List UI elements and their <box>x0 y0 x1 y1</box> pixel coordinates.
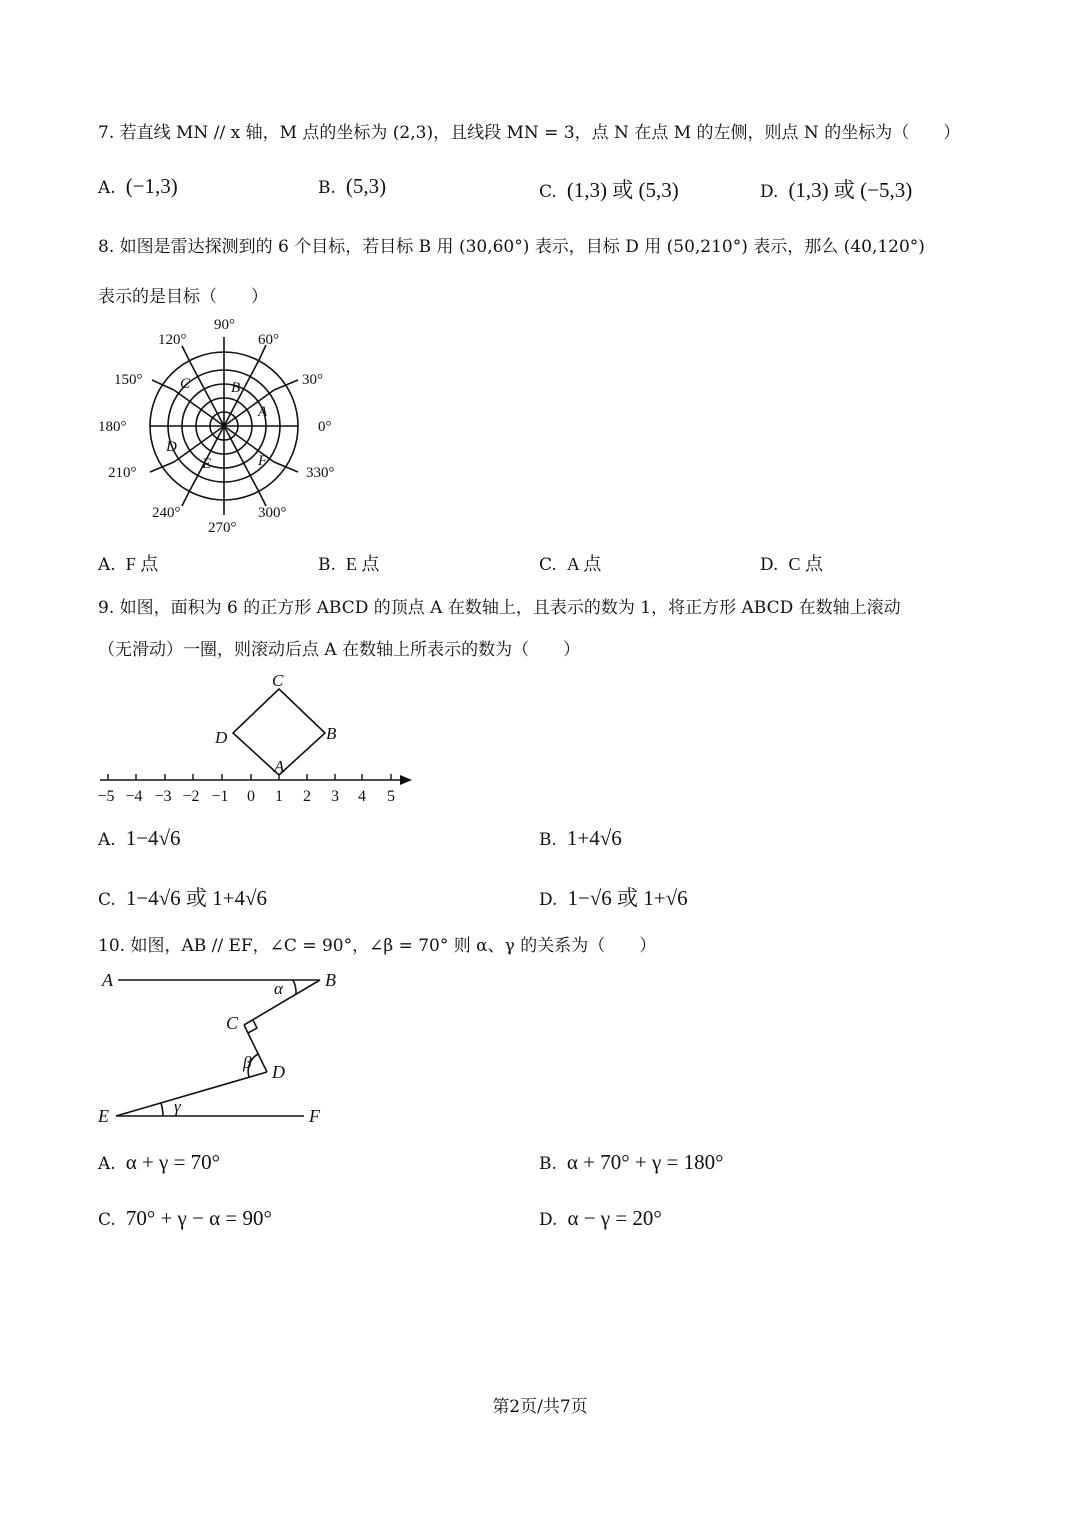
angle-label-60: 60° <box>258 332 279 348</box>
vertex-label-c: C <box>272 671 284 690</box>
tick-label: −2 <box>182 788 200 805</box>
tick-label: 4 <box>358 788 366 805</box>
angle-label-beta: β <box>243 1053 252 1072</box>
point-label-b: B <box>325 970 336 990</box>
question-8-line-2: 表示的是目标（ ） <box>98 287 268 307</box>
question-7-text: 7. 若直线 MN // x 轴，M 点的坐标为 (2,3)，且线段 MN = 3，点 N 在点 M 的左侧，则点 N 的坐标为（ ） <box>98 123 961 143</box>
option-label: B. <box>318 555 336 575</box>
tick-label: −1 <box>211 788 229 805</box>
angle-label-gamma: γ <box>174 1097 181 1116</box>
option-value: A 点 <box>566 554 602 574</box>
q7-option-c[interactable] <box>539 174 679 204</box>
q9-option-b[interactable] <box>539 826 622 851</box>
q7-option-b[interactable] <box>318 174 386 199</box>
point-label-c: C <box>226 1013 239 1033</box>
vertex-label-a: A <box>274 757 285 776</box>
point-label-d: D <box>166 439 177 455</box>
angle-label-90: 90° <box>214 317 235 333</box>
option-label: D. <box>760 182 779 202</box>
point-label-c: C <box>180 376 191 392</box>
option-label: A. <box>98 1154 116 1174</box>
option-label: B. <box>539 830 557 850</box>
option-value: (1,3) 或 (5,3) <box>566 178 679 202</box>
angle-label-30: 30° <box>302 372 323 388</box>
point-label-b: B <box>231 380 241 396</box>
option-label: D. <box>539 890 558 910</box>
point-label-a: A <box>258 404 268 420</box>
option-label: D. <box>539 1210 558 1230</box>
page-number: 第2页/共7页 <box>492 1397 588 1417</box>
q9-option-d[interactable] <box>539 882 688 912</box>
point-label-e: E <box>98 1106 109 1126</box>
option-value: α − γ = 20° <box>567 1206 662 1230</box>
option-value: α + γ = 70° <box>125 1150 221 1174</box>
q10-option-c[interactable] <box>98 1206 272 1231</box>
option-value: 1−4√6 <box>125 826 181 850</box>
option-label: C. <box>98 1210 116 1230</box>
option-value: (5,3) <box>345 174 387 198</box>
option-label: B. <box>318 178 336 198</box>
option-value: α + 70° + γ = 180° <box>566 1150 724 1174</box>
q10-option-d[interactable] <box>539 1206 662 1231</box>
point-label-a: A <box>102 970 113 990</box>
q8-option-b[interactable] <box>318 550 379 576</box>
point-label-f: F <box>309 1106 320 1126</box>
option-value: 1−√6 或 1+√6 <box>567 886 688 910</box>
question-10-text: 10. 如图，AB // EF，∠C = 90°，∠β = 70° 则 α、γ 的关系为（ ） <box>98 936 657 956</box>
point-label-d: D <box>272 1062 285 1082</box>
q8-option-c[interactable] <box>539 550 601 576</box>
option-label: B. <box>539 1154 557 1174</box>
option-label: D. <box>760 555 779 575</box>
tick-label: 1 <box>275 788 283 805</box>
tick-label: 2 <box>303 788 311 805</box>
angle-label-210: 210° <box>108 465 137 481</box>
option-value: (1,3) 或 (−5,3) <box>788 178 913 202</box>
vertex-label-d: D <box>215 728 228 747</box>
angle-label-330: 330° <box>306 465 335 481</box>
q10-option-a[interactable] <box>98 1150 220 1175</box>
vertex-label-b: B <box>326 724 337 743</box>
option-value: E 点 <box>345 554 380 574</box>
option-label: C. <box>539 555 557 575</box>
option-value: F 点 <box>125 554 159 574</box>
option-value: (−1,3) <box>125 174 178 198</box>
angle-label-270: 270° <box>208 520 237 536</box>
q7-option-d[interactable] <box>760 174 912 204</box>
option-label: A. <box>98 178 116 198</box>
parallel-lines-figure <box>90 960 360 1135</box>
q9-option-c[interactable] <box>98 882 267 912</box>
angle-label-0: 0° <box>318 419 332 435</box>
point-label-e: E <box>202 456 212 472</box>
angle-label-300: 300° <box>258 505 287 521</box>
question-9-line-1: 9. 如图，面积为 6 的正方形 ABCD 的顶点 A 在数轴上，且表示的数为 1，将正方形 ABCD 在数轴上滚动 <box>98 598 901 618</box>
q8-option-d[interactable] <box>760 550 823 576</box>
tick-label: 3 <box>331 788 339 805</box>
option-value: C 点 <box>788 554 823 574</box>
angle-label-alpha: α <box>274 979 283 998</box>
angle-label-150: 150° <box>114 372 143 388</box>
q8-option-a[interactable] <box>98 550 158 576</box>
question-9-line-2: （无滑动）一圈，则滚动后点 A 在数轴上所表示的数为（ ） <box>98 640 581 660</box>
option-label: C. <box>539 182 557 202</box>
question-8-line-1: 8. 如图是雷达探测到的 6 个目标，若目标 B 用 (30,60°) 表示，目标 D 用 (50,210°) 表示，那么 (40,120°) <box>98 237 925 257</box>
option-label: A. <box>98 555 116 575</box>
point-label-f: F <box>258 453 268 469</box>
number-line-figure <box>90 664 420 812</box>
angle-label-120: 120° <box>158 332 187 348</box>
option-value: 70° + γ − α = 90° <box>125 1206 272 1230</box>
option-label: C. <box>98 890 116 910</box>
tick-label: 5 <box>387 788 395 805</box>
q10-option-b[interactable] <box>539 1150 724 1175</box>
radar-figure <box>90 310 360 545</box>
option-value: 1−4√6 或 1+4√6 <box>125 886 268 910</box>
q7-option-a[interactable] <box>98 174 178 199</box>
tick-label: −5 <box>97 788 115 805</box>
angle-label-180: 180° <box>98 419 127 435</box>
tick-label: 0 <box>247 788 255 805</box>
option-value: 1+4√6 <box>566 826 622 850</box>
tick-label: −4 <box>125 788 143 805</box>
q9-option-a[interactable] <box>98 826 181 851</box>
angle-label-240: 240° <box>152 505 181 521</box>
tick-label: −3 <box>154 788 172 805</box>
option-label: A. <box>98 830 116 850</box>
